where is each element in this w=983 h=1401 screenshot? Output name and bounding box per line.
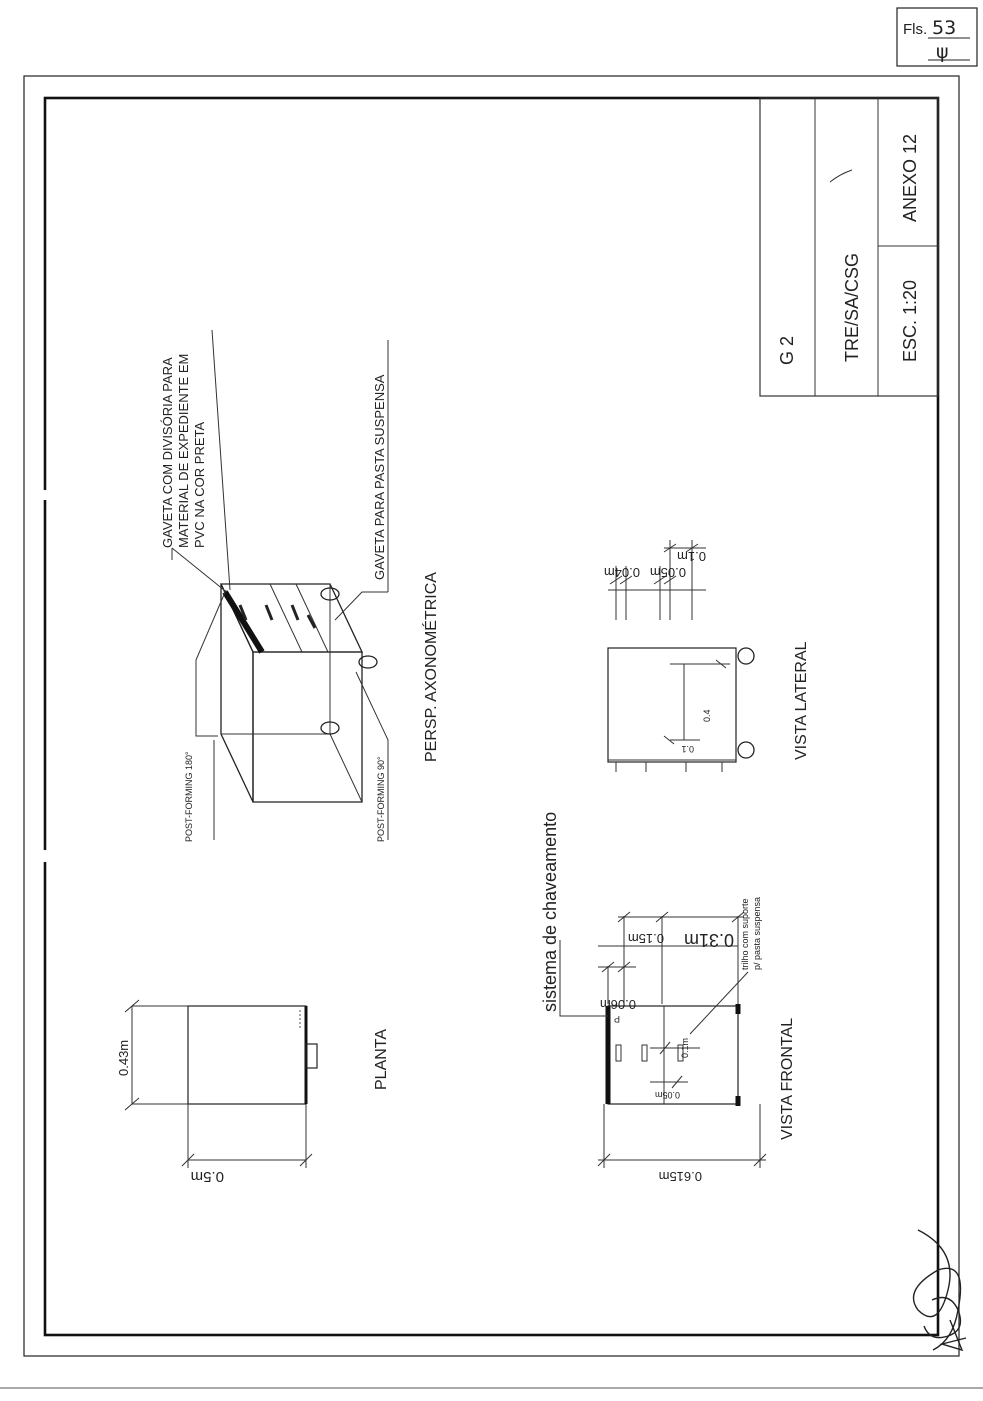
drawer-note-line-1: GAVETA COM DIVISÓRIA PARA bbox=[160, 357, 175, 548]
perspective-title: PERSP. AXONOMÉTRICA bbox=[423, 572, 440, 762]
title-sheet: G 2 bbox=[777, 335, 797, 365]
stamp-label: Fls. bbox=[903, 21, 928, 38]
drawer-note-line-3: PVC NA COR PRETA bbox=[192, 421, 207, 548]
front-dim-005: 0.05m bbox=[654, 1090, 680, 1100]
front-lock-mark: P bbox=[613, 1014, 620, 1024]
front-dim-0615: 0.615m bbox=[658, 1169, 702, 1184]
front-dim-031: 0.31m bbox=[683, 930, 734, 950]
front-dim-006: 0.06m bbox=[599, 997, 636, 1012]
front-view bbox=[560, 912, 766, 1168]
front-rail-line-1: trilho com suporte bbox=[740, 898, 750, 970]
side-view-title: VISTA LATERAL bbox=[793, 641, 810, 760]
plan-title: PLANTA bbox=[373, 1028, 390, 1090]
plan-view bbox=[125, 1000, 317, 1168]
post-forming-90-label: POST-FORMING 90° bbox=[376, 756, 386, 842]
stamp-initial: ψ bbox=[936, 41, 949, 63]
plan-width-label: 0.5m bbox=[190, 1168, 224, 1185]
page-stamp bbox=[897, 8, 977, 66]
front-rail-line-2: p/ pasta suspensa bbox=[752, 896, 762, 970]
side-dim-01: 0.1m bbox=[677, 549, 706, 564]
front-dim-01: 0.1m bbox=[680, 1037, 690, 1058]
perspective-view bbox=[172, 330, 388, 840]
outer-frame bbox=[24, 76, 959, 1356]
stamp-page: 53 bbox=[932, 17, 957, 39]
side-dim-005: 0.05m bbox=[649, 565, 686, 580]
keying-system-label: sistema de chaveamento bbox=[540, 811, 560, 1012]
side-dim-inner-01: 0.1 bbox=[681, 744, 694, 754]
title-block bbox=[760, 98, 938, 396]
side-dim-inner-04: 0.4 bbox=[702, 709, 712, 722]
title-organization: TRE/SA/CSG bbox=[842, 252, 862, 362]
plan-depth-label: 0.43m bbox=[116, 1039, 131, 1076]
post-forming-180-label: POST-FORMING 180° bbox=[184, 751, 194, 842]
front-view-title: VISTA FRONTAL bbox=[779, 1017, 796, 1140]
side-dim-004: 0.04m bbox=[603, 565, 640, 580]
suspended-folder-note: GAVETA PARA PASTA SUSPENSA bbox=[372, 374, 387, 580]
title-scale: ESC. 1:20 bbox=[900, 279, 920, 362]
signature-scribble bbox=[914, 1230, 967, 1350]
front-dim-015: 0.15m bbox=[627, 931, 664, 946]
drawer-note-line-2: MATERIAL DE EXPEDIENTE EM bbox=[176, 353, 191, 548]
title-annex: ANEXO 12 bbox=[900, 133, 920, 222]
